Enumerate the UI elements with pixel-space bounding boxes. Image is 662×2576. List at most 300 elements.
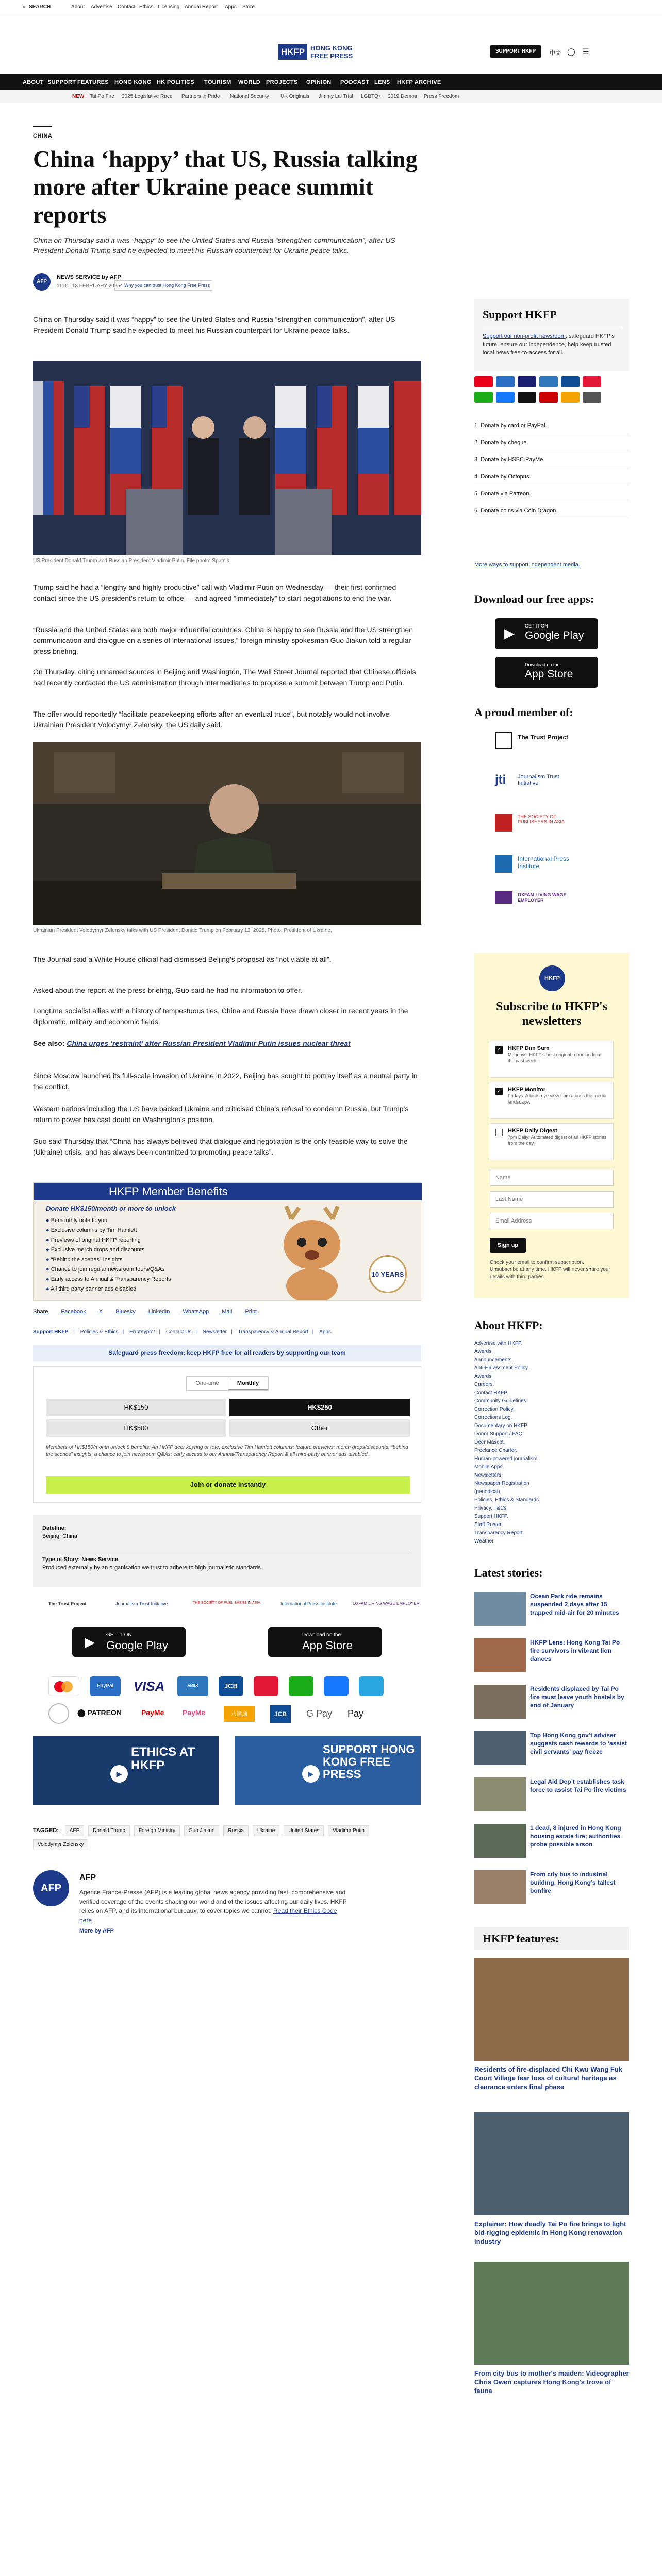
latest-story[interactable]	[474, 1685, 629, 1721]
author-logo[interactable]: AFP	[33, 1870, 69, 1906]
about-link[interactable]: Transparency Report.	[474, 1530, 524, 1536]
tag-russia[interactable]: Russia	[223, 1825, 249, 1836]
benefit-item: ● Exclusive columns by Tim Hamlett	[46, 1227, 137, 1233]
about-title: About HKFP:	[474, 1319, 543, 1332]
newsletter-desc: Mondays: HKFP's best original reporting from the past week.	[508, 1052, 602, 1063]
see-also	[33, 1038, 421, 1049]
check-icon: ✓	[119, 283, 125, 288]
tags-label: TAGGED:	[33, 1827, 59, 1834]
payme-icon	[539, 392, 558, 403]
nav-hk-politics[interactable]: HK POLITICS	[157, 79, 194, 86]
paypal-icon: PayPal	[90, 1676, 121, 1696]
latest-thumb	[474, 1870, 526, 1904]
logo-ipi[interactable]: International Press Institute	[280, 1601, 337, 1606]
about-link[interactable]: Human-powered journalism.	[474, 1456, 539, 1462]
member-sopa[interactable]: THE SOCIETY OF PUBLISHERS IN ASIA	[518, 814, 565, 824]
apps-title: Download our free apps:	[474, 592, 594, 605]
play-video-icon-2[interactable]: ▶	[302, 1765, 320, 1783]
latest-story[interactable]	[474, 1824, 629, 1860]
ethics-promo[interactable]	[33, 1736, 219, 1805]
trust-link-text: Why you can trust Hong Kong Free Press	[124, 283, 210, 288]
visa-icon	[518, 376, 536, 387]
trust-project-icon	[495, 732, 512, 749]
member-title: A proud member of:	[474, 706, 573, 719]
app-store-small: Download on the	[302, 1632, 341, 1638]
about-link[interactable]: Donor Support / FAQ.	[474, 1431, 524, 1437]
paragraph-10: Western nations including the US have backed Ukraine and criticised China’s refusal to condemn Russia, but Trump’s return to power has cast doubt on Washington’s position.	[33, 1105, 409, 1124]
play-icon: ▶	[85, 1634, 95, 1650]
amount-other[interactable]: Other	[229, 1419, 410, 1437]
paragraph-11: Guo said Thursday that “China has always believed that dialogue and negotiation is the only feasible way to solve the (Ukraine) crisis, and has always been committed to promoting peace talks”.	[33, 1137, 408, 1156]
benefit-item: ● Chance to join regular newsroom tours/Q&As	[46, 1266, 165, 1273]
share-print[interactable]: Print	[245, 1309, 257, 1315]
menu-icon[interactable]: ☰	[583, 47, 589, 56]
article-lede: China on Thursday said it was “happy” to see the United States and Russia “strengthen communication”, after US President Donald Trump said he expected to meet his Russian counterpart for Ukraine peace talks.	[33, 236, 395, 255]
apple-pay-icon: Pay	[347, 1708, 364, 1719]
latest-headline[interactable]: From city bus to industrial building, Hong Kong’s tallest bonfire	[530, 1871, 616, 1894]
checkbox-unchecked-icon[interactable]	[495, 1129, 503, 1136]
logo-sopa[interactable]: THE SOCIETY OF PUBLISHERS IN ASIA	[193, 1601, 260, 1605]
octopus-icon: 八達通	[224, 1706, 255, 1722]
patreon-icon	[518, 392, 536, 403]
features-title: HKFP features:	[483, 1932, 559, 1945]
feature-photo	[474, 2112, 629, 2215]
photo-trump-putin-image	[33, 361, 421, 555]
features-header	[474, 1927, 629, 1950]
brand-name	[310, 44, 357, 60]
about-link[interactable]: Advertise with HKFP.	[474, 1341, 523, 1346]
latest-headline[interactable]: Top Hong Kong gov’t adviser suggests cash rewards to ‘assist civil servants’ pay freeze	[530, 1732, 627, 1755]
octopus-icon	[561, 392, 580, 403]
paragraph-5: The offer would reportedly “facilitate peacekeeping efforts after an eventual truce”, but notably would not involve Ukrainian President Volodymyr Zelensky, the US daily said.	[33, 710, 390, 729]
trending-link-6[interactable]: Jimmy Lai Trial	[319, 94, 353, 99]
paragraph-7: Asked about the report at the press briefing, Guo said he had no information to offer.	[33, 986, 302, 994]
donate-method[interactable]: 5. Donate via Patreon.	[474, 485, 629, 502]
latest-headline[interactable]: Residents displaced by Tai Po fire must leave youth hostels by end of January	[530, 1685, 624, 1709]
benefits-list	[46, 1216, 201, 1294]
donate-method[interactable]: 4. Donate by Octopus.	[474, 468, 629, 485]
member-benefits-banner[interactable]	[33, 1182, 421, 1301]
donate-note: Members of HK$150/month unlock 8 benefits: An HKFP deer keyring or tote; exclusive Tim Hamlett columns; feature previews; merch drops/discounts; “behind the scenes” insights; a chance to join newsroom Q&As; early access to our Annual/Transparency Report & all third-party banner ads disabled.	[46, 1445, 408, 1458]
ten-years-badge: 10 YEARS	[369, 1255, 407, 1293]
member-jti[interactable]: Journalism Trust Initiative	[518, 774, 559, 786]
latest-story[interactable]	[474, 1870, 629, 1906]
nav-about[interactable]: ABOUT	[23, 79, 44, 86]
photo1-caption: US President Donald Trump and Russian President Vladimir Putin. File photo: Sputnik.	[33, 558, 231, 564]
tag-foreign-ministry[interactable]: Foreign Ministry	[134, 1825, 180, 1836]
dateline-label: Dateline:	[42, 1525, 67, 1531]
latest-thumb	[474, 1592, 526, 1626]
trending-link-4[interactable]: National Security	[230, 94, 269, 99]
share-linkedin[interactable]: LinkedIn	[148, 1309, 170, 1315]
benefit-item: ● Previews of original HKFP reporting	[46, 1237, 141, 1243]
sidebar-google-play[interactable]	[495, 618, 598, 649]
paragraph-2: Trump said he had a “lengthy and highly productive” call with Vladimir Putin on Wednesday — their first confirmed contact since the US president’s return to office — and agreed “immediately” to start negotiations to end the war.	[33, 583, 396, 602]
latest-headline[interactable]: HKFP Lens: Hong Kong Tai Po fire survivors in vibrant lion dances	[530, 1639, 620, 1663]
donate-method[interactable]: 6. Donate coins via Coin Dragon.	[474, 502, 629, 519]
article-date: 11:01, 13 FEBRUARY 2025	[57, 283, 120, 289]
about-link[interactable]: Deer Mascot.	[474, 1439, 505, 1445]
tags-section	[33, 1824, 421, 1852]
unionpay-icon	[254, 1676, 278, 1696]
tag-guo-jiakun[interactable]: Guo Jiakun	[184, 1825, 220, 1836]
share-bar	[33, 1309, 421, 1315]
paypal-me-icon: PayMe	[183, 1708, 206, 1717]
nav-tourism[interactable]: TOURISM	[204, 79, 231, 86]
benefits-title: HKFP Member Benefits	[109, 1185, 228, 1198]
trending-link-9[interactable]: Press Freedom	[424, 94, 459, 99]
trending-link-2[interactable]: 2025 Legislative Race	[122, 94, 173, 99]
app-store-label: App Store	[302, 1639, 353, 1652]
support-link[interactable]: Support our non-profit newsroom	[483, 333, 566, 340]
about-links	[474, 1340, 552, 1546]
feature-photo	[474, 2262, 629, 2365]
about-link[interactable]: Awards.	[474, 1374, 493, 1379]
wechat-pay-icon	[289, 1676, 313, 1696]
alipay-icon	[496, 392, 515, 403]
benefits-subtitle: Donate HK$150/month or more to unlock	[46, 1205, 176, 1212]
nav-support[interactable]: SUPPORT	[47, 79, 76, 86]
top-link-annual-report[interactable]: Annual Report	[185, 4, 218, 10]
amount-250[interactable]: HK$250	[229, 1399, 410, 1416]
oxfam-icon	[495, 891, 512, 904]
top-link-apps[interactable]: Apps	[225, 4, 237, 10]
donate-widget	[33, 1366, 421, 1503]
logo-oxfam[interactable]: OXFAM LIVING WAGE EMPLOYER	[353, 1601, 420, 1606]
member-list	[474, 732, 629, 938]
unionpay-icon	[583, 376, 601, 387]
latest-thumb	[474, 1685, 526, 1719]
policy-contact[interactable]: Contact Us	[166, 1329, 192, 1335]
top-link-advertise[interactable]: Advertise	[91, 4, 112, 10]
support-promo[interactable]	[235, 1736, 421, 1805]
app-store-badge[interactable]	[268, 1627, 382, 1657]
about-link[interactable]: Policies, Ethics & Standards.	[474, 1497, 540, 1503]
share-bluesky[interactable]: Bluesky	[115, 1309, 136, 1315]
about-link[interactable]: Privacy, T&Cs.	[474, 1505, 508, 1511]
about-link[interactable]: Newspaper Registration (periodical).	[474, 1481, 529, 1495]
freq-monthly[interactable]: Monthly	[228, 1377, 268, 1390]
ipi-icon	[495, 855, 512, 873]
top-link-licensing[interactable]: Licensing	[158, 4, 180, 10]
latest-story[interactable]	[474, 1592, 629, 1628]
member-oxfam[interactable]: OXFAM LIVING WAGE EMPLOYER	[518, 892, 567, 903]
about-link[interactable]: Newsletters.	[474, 1472, 503, 1478]
author-ethics-link[interactable]: Read their Ethics Code here	[79, 1907, 337, 1924]
deer-mascot-icon	[250, 1204, 374, 1300]
policy-apps[interactable]: Apps	[319, 1329, 331, 1335]
donate-banner[interactable]: Safeguard press freedom; keep HKFP free for all readers by supporting our team	[33, 1345, 421, 1361]
checkbox-checked-icon[interactable]: ✓	[495, 1046, 503, 1054]
account-icon[interactable]: ◯	[567, 47, 575, 56]
nav-hong-kong[interactable]: HONG KONG	[114, 79, 152, 86]
top-link-store[interactable]: Store	[242, 4, 255, 10]
last-name-field[interactable]	[490, 1191, 614, 1208]
about-link[interactable]: Correction Policy.	[474, 1406, 515, 1412]
newsletter-desc: Fridays: A birds-eye view from across the media landscape.	[508, 1093, 607, 1105]
latest-headline[interactable]: 1 dead, 8 injured in Hong Kong housing estate fire; authorities probe possible arson	[530, 1824, 621, 1848]
jcb-icon-2: JCB	[270, 1705, 291, 1723]
more-by-author[interactable]: More by AFP	[79, 1928, 114, 1934]
trending-link-7[interactable]: LGBTQ+	[361, 94, 382, 99]
apple-pay-icon	[583, 392, 601, 403]
play-icon: ▶	[504, 625, 515, 641]
language-switch[interactable]: 中文	[550, 50, 561, 56]
photo-trump-putin	[33, 361, 421, 555]
brand-name-line2: FREE PRESS	[310, 52, 353, 60]
fps-icon	[359, 1676, 384, 1696]
feature-headline[interactable]: Residents of fire-displaced Chi Kwu Wang Fuk Court Village fear loss of cultural heritage as clearance enters final phase	[474, 2065, 622, 2091]
about-link[interactable]: Anti-Harassment Policy.	[474, 1365, 529, 1371]
amex-icon	[539, 376, 558, 387]
benefit-item: ● Early access to Annual & Transparency Reports	[46, 1276, 171, 1282]
alipay-icon	[324, 1676, 349, 1696]
payment-icons-sidebar	[474, 376, 629, 403]
trending-label: NEW	[72, 94, 85, 99]
benefit-item: ● “Behind the scenes” Insights	[46, 1257, 123, 1263]
member-ipi[interactable]: International Press Institute	[518, 855, 570, 870]
nav-podcast[interactable]: PODCAST	[340, 79, 369, 86]
jcb-icon	[561, 376, 580, 387]
trending-link-1[interactable]: Tai Po Fire	[90, 94, 114, 99]
top-link-about[interactable]: About	[71, 4, 85, 10]
newsletter-option-dim-sum[interactable]	[490, 1041, 614, 1078]
byline	[57, 274, 121, 280]
article-kicker[interactable]: CHINA	[33, 133, 53, 139]
search-icon[interactable]: ⌕	[23, 4, 26, 10]
photo-zelensky-image	[33, 742, 421, 925]
about-link[interactable]: Weather.	[474, 1538, 495, 1544]
newsletter-desc: 7pm Daily: Automated digest of all HKFP stories from the day.	[508, 1134, 607, 1146]
bank-icon	[48, 1703, 69, 1724]
newsletter-option-monitor[interactable]	[490, 1082, 614, 1119]
play-video-icon[interactable]: ▶	[110, 1765, 128, 1783]
paypal-icon	[496, 376, 515, 387]
amount-150[interactable]: HK$150	[46, 1399, 226, 1416]
author-bio-text: Agence France-Presse (AFP) is a leading global news agency providing fast, comprehensive and verified coverage of the events shaping our world and of the issues affecting our daily lives. HKFP relies on AFP, and its international bureaux, to cover topics we cannot.	[79, 1889, 347, 1914]
paragraph-3: “Russia and the United States are both major influential countries. China is happy to see Russia and the US strengthen communication and dialogue on a series of international issues,” foreign ministry spokesman Guo Jiakun told a regular press briefing.	[33, 625, 413, 655]
about-link[interactable]: Contact HKFP.	[474, 1390, 508, 1396]
newsletter-name: HKFP Monitor	[508, 1087, 546, 1093]
join-donate-button[interactable]: Join or donate instantly	[46, 1476, 410, 1494]
about-link[interactable]: Documentary on HKFP.	[474, 1423, 528, 1429]
jcb-icon: JCB	[219, 1676, 243, 1696]
story-type-value: Produced externally by an organisation we trust to adhere to high journalistic standards.	[42, 1565, 262, 1571]
see-also-link[interactable]: China urges ‘restraint’ after Russian President Vladimir Putin issues nuclear threat	[67, 1039, 351, 1047]
support-hkfp-button[interactable]: SUPPORT HKFP	[490, 45, 541, 58]
about-link[interactable]: Support HKFP.	[474, 1514, 508, 1519]
latest-headline[interactable]: Legal Aid Dep’t establishes task force to assist Tai Po fire victims	[530, 1778, 626, 1793]
frequency-toggle	[186, 1376, 269, 1391]
google-play-badge[interactable]	[72, 1627, 186, 1657]
google-pay-icon: G Pay	[306, 1708, 333, 1719]
benefit-item: ● Exclusive merch drops and discounts	[46, 1247, 145, 1253]
byline-author[interactable]: by AFP	[102, 274, 121, 280]
paragraph-6: The Journal said a White House official had dismissed Beijing’s proposal as “not viable at all”.	[33, 955, 332, 963]
share-x[interactable]: X	[98, 1309, 103, 1315]
latest-thumb	[474, 1824, 526, 1858]
trust-link[interactable]	[114, 280, 212, 291]
signup-button[interactable]: Sign up	[490, 1238, 526, 1253]
photo2-caption: Ukrainian President Volodymyr Zelensky talks with US President Donald Trump on February 12, 2025. Photo: President of Ukraine.	[33, 928, 332, 934]
tag-afp[interactable]: AFP	[65, 1825, 84, 1836]
policy-newsletter[interactable]: Newsletter	[202, 1329, 227, 1335]
newsletter-title: Subscribe to HKFP's newsletters	[495, 1000, 607, 1028]
brand-name-line1: HONG KONG	[310, 44, 353, 52]
latest-thumb	[474, 1731, 526, 1765]
newsletter-option-daily-digest[interactable]	[490, 1123, 614, 1160]
nav-world[interactable]: WORLD	[238, 79, 261, 86]
share-whatsapp[interactable]: WhatsApp	[183, 1309, 209, 1315]
benefit-item: ● Bi-monthly note to you	[46, 1217, 108, 1224]
about-link[interactable]: Announcements.	[474, 1357, 514, 1363]
main-nav	[0, 74, 662, 90]
latest-story[interactable]	[474, 1777, 629, 1814]
hkfp-logo[interactable]: HKFP	[278, 44, 307, 60]
site-header	[0, 13, 662, 60]
byline-org[interactable]: NEWS SERVICE	[57, 274, 101, 280]
mastercard-icon	[48, 1676, 79, 1696]
sidebar-gp-label: Google Play	[525, 630, 584, 641]
donate-method[interactable]: 1. Donate by card or PayPal.	[474, 417, 629, 434]
logo-trust-project[interactable]: The Trust Project	[48, 1601, 87, 1606]
photo-zelensky	[33, 742, 421, 925]
newsletter-name: HKFP Daily Digest	[508, 1128, 557, 1134]
top-link-contact[interactable]: Contact	[118, 4, 136, 10]
share-mail[interactable]: Mail	[222, 1309, 233, 1315]
about-link[interactable]: Staff Roster.	[474, 1522, 503, 1528]
support-title: Support HKFP	[483, 308, 557, 321]
ethics-promo-title: ETHICS AT HKFP	[131, 1745, 195, 1772]
google-play-small: GET IT ON	[106, 1632, 132, 1638]
see-also-label: See also:	[33, 1039, 65, 1047]
author-avatar[interactable]: AFP	[33, 273, 51, 291]
nav-features[interactable]: FEATURES	[77, 79, 109, 86]
payme-icon: PayMe	[141, 1708, 164, 1717]
author-box	[33, 1870, 421, 1963]
latest-headline[interactable]: Ocean Park ride remains suspended 2 days after 15 trapped mid-air for 20 minutes	[530, 1592, 619, 1616]
paragraph-9: Since Moscow launched its full-scale invasion of Ukraine in 2022, Beijing has sought to portray itself as a neutral party in the conflict.	[33, 1072, 418, 1091]
newsletter-widget	[474, 953, 629, 1298]
policy-support[interactable]: Support HKFP	[33, 1329, 69, 1335]
patreon-icon: ⬤ PATREON	[77, 1708, 122, 1717]
support-promo-title: SUPPORT HONG KONG FREE PRESS	[323, 1743, 415, 1781]
tag-donald-trump[interactable]: Donald Trump	[88, 1825, 130, 1836]
benefit-item: ● All third party banner ads disabled	[46, 1286, 137, 1292]
paragraph-1: China on Thursday said it was “happy” to see the United States and Russia “strengthen communication”, after US President Donald Trump said he expected to meet his Russian counterpart for Ukraine peace talks.	[33, 315, 395, 334]
tag-united-states[interactable]: United States	[284, 1825, 324, 1836]
top-utility-bar	[0, 0, 662, 13]
feature-story[interactable]	[474, 1958, 629, 2091]
about-link[interactable]: Freelance Charter.	[474, 1448, 517, 1453]
feature-story[interactable]	[474, 2112, 629, 2246]
sidebar-as-small: Download on the	[525, 662, 560, 667]
trending-bar	[0, 90, 662, 103]
trending-link-3[interactable]: Partners in Pride	[181, 94, 220, 99]
tag-volodymyr-zelensky[interactable]: Volodymyr Zelensky	[33, 1839, 88, 1850]
feature-story[interactable]	[474, 2262, 629, 2395]
mastercard-icon	[474, 376, 493, 387]
trending-link-8[interactable]: 2019 Demos	[388, 94, 417, 99]
support-widget	[474, 299, 629, 371]
about-link[interactable]: Mobile Apps.	[474, 1464, 504, 1470]
feature-headline[interactable]: From city bus to mother's maiden: Videographer Chris Owen captures Hong Kong's trove of fauna	[474, 2369, 629, 2395]
paragraph-4: On Thursday, citing unnamed sources in Beijing and Washington, The Wall Street Journal reported that Chinese officials had recently contacted the US administration through intermediaries to propose a summit between Trump and Putin.	[33, 668, 416, 687]
policy-ethics[interactable]: Policies & Ethics	[80, 1329, 119, 1335]
donate-method[interactable]: 2. Donate by cheque.	[474, 434, 629, 451]
member-logos-row	[33, 1597, 421, 1613]
paragraph-8: Longtime socialist allies with a history of tempestuous ties, China and Russia have drawn closer in recent years in the diplomatic, military and economic fields.	[33, 1007, 408, 1026]
amount-500[interactable]: HK$500	[46, 1419, 226, 1437]
article-title: China ‘happy’ that US, Russia talking more after Ukraine peace summit reports	[33, 146, 418, 228]
newsletter-name: HKFP Dim Sum	[508, 1045, 550, 1052]
policy-error[interactable]: Error/typo?	[129, 1329, 155, 1335]
tag-vladimir-putin[interactable]: Vladimir Putin	[328, 1825, 369, 1836]
latest-story[interactable]	[474, 1731, 629, 1767]
donate-method[interactable]: 3. Donate by HSBC PayMe.	[474, 451, 629, 468]
author-bio	[79, 1888, 347, 1925]
policies-bar: Support HKFP | Policies & Ethics | Error/typo? | Contact Us | Newsletter | Transparency & Annual Report | Apps	[33, 1329, 331, 1335]
tag-ukraine[interactable]: Ukraine	[253, 1825, 279, 1836]
newsletter-logo: HKFP	[539, 965, 565, 991]
logo-jti[interactable]: Journalism Trust Initiative	[115, 1601, 168, 1606]
wechat-icon	[474, 392, 493, 403]
freq-one-time[interactable]: One-time	[195, 1380, 219, 1386]
sopa-icon	[495, 814, 512, 832]
kicker-rule	[33, 126, 52, 127]
about-link[interactable]: Awards.	[474, 1349, 493, 1354]
donate-methods	[474, 417, 629, 519]
member-trust-project[interactable]: The Trust Project	[518, 734, 569, 741]
top-link-ethics[interactable]: Ethics	[139, 4, 154, 10]
share-facebook[interactable]: Facebook	[61, 1309, 86, 1315]
sidebar-app-store[interactable]	[495, 657, 598, 688]
amex-icon: AMEX	[177, 1676, 208, 1696]
author-name[interactable]: AFP	[79, 1873, 96, 1882]
dateline-box	[33, 1515, 421, 1587]
feature-photo	[474, 1958, 629, 2061]
about-link[interactable]: Community Guidelines.	[474, 1398, 528, 1404]
email-field[interactable]	[490, 1213, 614, 1229]
signup-note: Check your email to confirm subscription. Unsubscribe at any time. HKFP will never share your details with third parties.	[490, 1260, 610, 1280]
story-type-label: Type of Story: News Service	[42, 1556, 119, 1563]
feature-headline[interactable]: Explainer: How deadly Tai Po fire brings to light bid-rigging epidemic in Hong Kong renovation industry	[474, 2220, 626, 2245]
jti-icon: jti	[495, 773, 506, 787]
checkbox-checked-icon[interactable]: ✓	[495, 1088, 503, 1095]
latest-thumb	[474, 1777, 526, 1811]
latest-thumb	[474, 1638, 526, 1672]
search-link[interactable]: SEARCH	[29, 4, 51, 10]
sidebar-as-label: App Store	[525, 668, 573, 680]
nav-projects[interactable]: PROJECTS	[266, 79, 298, 86]
visa-icon: VISA	[133, 1679, 165, 1694]
more-ways-link[interactable]: More ways to support independent media.	[474, 562, 580, 568]
payment-logos	[33, 1669, 421, 1731]
about-link[interactable]: Corrections Log.	[474, 1415, 512, 1420]
nav-lens[interactable]: LENS	[374, 79, 390, 86]
latest-story[interactable]	[474, 1638, 629, 1674]
about-link[interactable]: Careers.	[474, 1382, 494, 1387]
policy-transparency[interactable]: Transparency & Annual Report	[238, 1329, 308, 1335]
dateline-value: Beijing, China	[42, 1533, 77, 1539]
first-name-field[interactable]	[490, 1170, 614, 1186]
sidebar-gp-small: GET IT ON	[525, 623, 548, 629]
support-text	[483, 332, 621, 357]
support-text-body: ; safeguard HKFP's future, ensure our independence, help keep trusted local news free-to-access for all.	[483, 333, 615, 356]
nav-archive[interactable]: HKFP ARCHIVE	[397, 79, 441, 86]
trending-link-5[interactable]: UK Originals	[280, 94, 310, 99]
nav-opinion[interactable]: OPINION	[306, 79, 332, 86]
